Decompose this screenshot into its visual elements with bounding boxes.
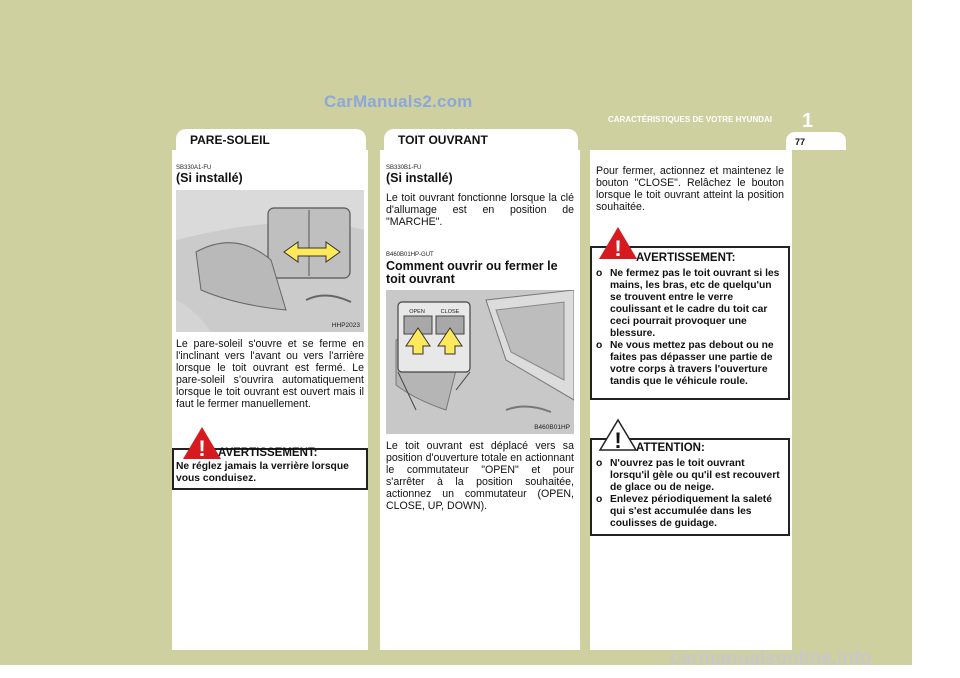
page-number: 77 [795, 137, 806, 147]
body-text: Le toit ouvrant est déplacé vers sa position d'ouverture totale en actionnant le commutateur "OPEN" et pour s'arrêter à la position souhaitée, actionnez un commutateur (OPEN, CLOSE, UP, DOWN). [386, 440, 574, 512]
sun-visor-illustration [176, 190, 364, 332]
body-text: Pour fermer, actionnez et maintenez le bouton "CLOSE". Relâchez le bouton lorsque le toit ouvrant atteint la position souhaitée. [596, 165, 784, 213]
section-tab-sun-visor [176, 129, 366, 150]
heading: Comment ouvrir ou fermer le toit ouvrant [386, 259, 558, 286]
warning-item-text: Ne vous mettez pas debout ou ne faites pas dépasser une partie de votre corps à travers l'ouverture tandis que le véhicule roule. [610, 340, 774, 387]
sunroof-switch-illustration [386, 290, 574, 434]
chapter-title: CARACTÉRISTIQUES DE VOTRE HYUNDAI [608, 115, 773, 124]
sunroof-switch-illustration-drawing [386, 290, 574, 434]
section-tab-sunroof [384, 129, 578, 150]
attention-item [594, 458, 782, 494]
heading: (Si installé) [176, 171, 243, 185]
intro-text: Le toit ouvrant fonctionne lorsque la clé d'allumage est en position de "MARCHE". [386, 192, 574, 228]
warning-icon [598, 226, 638, 260]
reference-code: SB330B1-FU [386, 165, 422, 171]
attention-item [594, 494, 782, 530]
bullet-mark: o [596, 458, 603, 469]
svg-text:!: ! [614, 428, 622, 452]
attention-title: ATTENTION: [636, 442, 705, 454]
warning-item [594, 340, 782, 388]
bullet-mark: o [596, 340, 603, 351]
body-text: Le pare-soleil s'ouvre et se ferme en l'inclinant vers l'avant ou vers l'arrière lorsque le toit ouvrant est fermé. Le pare-soleil s'ouvrira automatiquement lorsque le toit ouvrant est ouvert mais il faut le fermer manuellement. [176, 338, 364, 410]
attention-list [594, 458, 782, 530]
close-switch-label: CLOSE [440, 309, 460, 315]
bullet-mark: o [596, 268, 603, 279]
image-caption: HHP2023 [331, 322, 360, 329]
attention-item-text: Enlevez périodiquement la saleté qui s'est accumulée dans les coulisses de guidage. [610, 494, 772, 529]
svg-text:!: ! [198, 436, 206, 460]
attention-icon [598, 418, 638, 452]
sun-visor-illustration-drawing [176, 190, 364, 332]
bullet-mark: o [596, 494, 603, 505]
warning-text: Ne réglez jamais la verrière lorsque vous conduisez. [176, 461, 349, 484]
section-title: PARE-SOLEIL [190, 133, 270, 147]
chapter-number: 1 [802, 110, 814, 132]
reference-code: B460B01HP-GUT [386, 252, 434, 258]
site-link[interactable]: CarManuals2.com [324, 92, 473, 111]
footer-site-link[interactable]: carmanualsonline.info [670, 648, 872, 669]
reference-code: SB330A1-FU [176, 165, 212, 171]
warning-icon [182, 426, 222, 460]
image-caption: B460B01HP [534, 424, 570, 431]
warning-title: AVERTISSEMENT: [218, 447, 318, 459]
column-right-background [590, 150, 792, 650]
attention-item-text: N'ouvrez pas le toit ouvrant lorsqu'il gèle ou qu'il est recouvert de glace ou de neige. [610, 458, 780, 493]
heading: (Si installé) [386, 171, 453, 185]
warning-item [594, 268, 782, 340]
warning-title: AVERTISSEMENT: [636, 252, 736, 264]
warning-list [594, 268, 782, 388]
section-title: TOIT OUVRANT [398, 133, 488, 147]
svg-text:!: ! [614, 236, 622, 260]
open-switch-label: OPEN [409, 309, 425, 315]
warning-item-text: Ne fermez pas le toit ouvrant si les mains, les bras, etc de quelqu'un se trouvent entre le verre coulissant et le cadre du toit car ceci pourrait provoquer une blessure. [610, 268, 780, 339]
